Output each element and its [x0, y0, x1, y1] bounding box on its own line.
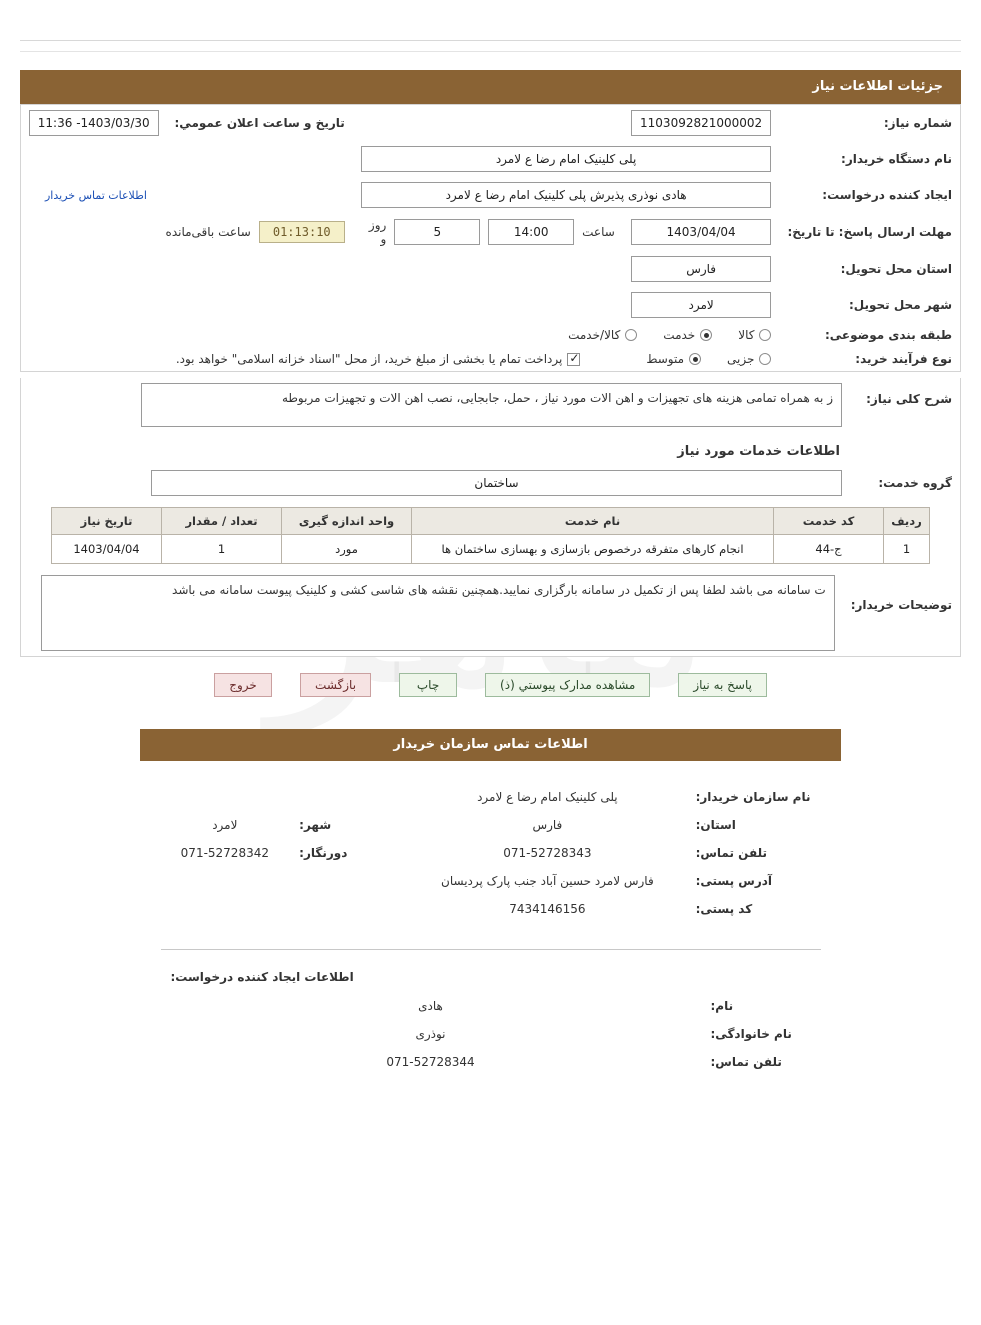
province-label: استان محل تحویل:	[840, 262, 952, 276]
row-buyer-notes	[21, 570, 960, 656]
exit-button[interactable]: خروج	[214, 673, 272, 697]
contact-city-label: شهر:	[299, 818, 332, 832]
page-title: جزئیات اطلاعات نیاز	[20, 70, 961, 104]
creator-row-first-name	[161, 992, 821, 1020]
requester-label: ایجاد کننده درخواست:	[822, 188, 952, 202]
deadline-hour-value: 14:00	[488, 219, 574, 245]
col-unit: واحد اندازه گیری	[282, 508, 412, 535]
deadline-date-value: 1403/04/04	[631, 219, 772, 245]
contact-org-value: پلی کلینیک امام رضا ع لامرد	[477, 790, 618, 804]
action-buttons	[0, 657, 981, 707]
contact-province-value: فارس	[532, 818, 563, 832]
city-label: شهر محل تحویل:	[848, 298, 952, 312]
creator-last-name-value: نوذری	[415, 1027, 446, 1041]
row-general-description	[21, 378, 960, 432]
process-option-label: متوسط	[646, 352, 685, 366]
payment-checkbox-group[interactable]	[176, 352, 581, 366]
creator-first-name-label: نام:	[710, 999, 734, 1013]
radio-icon[interactable]	[759, 353, 771, 365]
process-option-label: جزیی	[727, 352, 755, 366]
row-city	[21, 287, 960, 323]
creator-phone-label: تلفن تماس:	[710, 1055, 782, 1069]
checkbox-icon[interactable]	[567, 353, 580, 366]
service-group-table	[21, 465, 960, 501]
announce-datetime-value: 1403/03/30- 11:36	[29, 110, 159, 136]
contact-phone-value: 071-52728343	[503, 846, 592, 860]
requester-value: هادی نوذری پذیرش پلی کلینیک امام رضا ع لامرد	[361, 182, 772, 208]
category-option-label: خدمت	[663, 328, 696, 342]
contact-fax-label: دورنگار:	[299, 846, 348, 860]
need-number-value: 1103092821000002	[631, 110, 772, 136]
row-province	[21, 251, 960, 287]
deadline-hour-label: ساعت	[582, 225, 615, 239]
row-buyer-org	[21, 141, 960, 177]
contact-phone-label: تلفن تماس:	[695, 846, 767, 860]
row-need-number	[21, 105, 960, 141]
creator-phone-value: 071-52728344	[386, 1055, 475, 1069]
process-option-motavaset[interactable]	[646, 352, 701, 366]
description-table	[21, 378, 960, 432]
creator-row-phone	[161, 1048, 821, 1076]
services-section-title: اطلاعات خدمات مورد نیاز	[677, 444, 840, 459]
contact-address-label: آدرس پستی:	[695, 874, 773, 888]
service-group-value: ساختمان	[151, 470, 842, 496]
top-divider-1	[20, 40, 961, 41]
buyer-notes-table	[21, 570, 960, 656]
creator-first-name-value: هادی	[418, 999, 443, 1013]
col-service-code: کد خدمت	[774, 508, 884, 535]
col-row: ردیف	[884, 508, 930, 535]
category-option-label: کالا/خدمت	[568, 328, 621, 342]
radio-icon[interactable]	[689, 353, 701, 365]
process-option-jozee[interactable]	[727, 352, 771, 366]
process-label: نوع فرآیند خرید:	[855, 352, 952, 366]
need-body-panel	[20, 378, 961, 657]
page-root	[0, 40, 981, 1325]
row-process-type	[21, 347, 960, 371]
contact-postal-label: کد پستی:	[695, 902, 753, 916]
need-details-panel	[20, 104, 961, 372]
respond-to-need-button[interactable]: پاسخ به نیاز	[678, 673, 767, 697]
category-option-kala[interactable]	[738, 328, 771, 342]
need-number-label: شماره نیاز:	[883, 116, 952, 130]
radio-icon[interactable]	[700, 329, 712, 341]
table-row	[52, 535, 930, 564]
category-option-khedmat[interactable]	[663, 328, 712, 342]
city-value: لامرد	[631, 292, 772, 318]
buyer-org-value: پلی کلینیک امام رضا ع لامرد	[361, 146, 772, 172]
row-service-group	[21, 465, 960, 501]
contact-address-value: فارس لامرد حسین آباد جنب پارک پردیسان	[441, 874, 654, 888]
cell-need-date: 1403/04/04	[52, 535, 162, 564]
creator-table	[161, 992, 821, 1076]
contact-city-value: لامرد	[212, 818, 238, 832]
timer-label: ساعت باقی‌مانده	[165, 225, 251, 239]
contact-postal-value: 7434146156	[509, 902, 586, 916]
services-table	[51, 507, 930, 564]
contact-fax-value: 071-52728342	[180, 846, 269, 860]
payment-checkbox-label: پرداخت تمام یا بخشی از مبلغ خرید، از محل "اسناد خزانه اسلامی" خواهد بود.	[175, 352, 563, 366]
print-button[interactable]: چاپ	[399, 673, 457, 697]
col-need-date: تاریخ نیاز	[52, 508, 162, 535]
buyer-notes-value[interactable]: ت سامانه می باشد لطفا پس از تکمیل در سامانه بارگزاری نمایید.همچنین نقشه های شاسی کشی و کلینیک پیوست سامانه می باشد	[41, 575, 835, 651]
cell-service-name: انجام کارهای متفرقه درخصوص بازسازی و بهسازی ساختمان ها	[412, 535, 774, 564]
contact-province-label: استان:	[695, 818, 736, 832]
row-requester	[21, 177, 960, 213]
description-value[interactable]: ز به همراه تمامی هزینه های تجهیزات و اهن الات مورد نیاز ، حمل، جابجایی، نصب اهن الات و تجهیزات مربوطه	[141, 383, 842, 427]
contact-org-label: نام سازمان خریدار:	[695, 790, 811, 804]
creator-row-last-name	[161, 1020, 821, 1048]
col-service-name: نام خدمت	[412, 508, 774, 535]
contact-divider	[161, 949, 821, 950]
days-label: روز و	[368, 218, 387, 246]
service-group-label: گروه خدمت:	[878, 476, 952, 490]
province-value: فارس	[631, 256, 772, 282]
row-category	[21, 323, 960, 347]
buyer-notes-label: توضیحات خریدار:	[850, 598, 952, 612]
contact-table	[161, 783, 821, 923]
back-button[interactable]: بازگشت	[300, 673, 371, 697]
deadline-label: مهلت ارسال پاسخ: تا تاریخ:	[787, 225, 952, 239]
services-table-header	[52, 508, 930, 535]
radio-icon[interactable]	[625, 329, 637, 341]
need-details-table	[21, 105, 960, 371]
col-qty: تعداد / مقدار	[162, 508, 282, 535]
cell-unit: مورد	[282, 535, 412, 564]
contact-row-province	[161, 811, 821, 839]
creator-section-title: اطلاعات ایجاد کننده درخواست:	[170, 970, 354, 984]
radio-icon[interactable]	[759, 329, 771, 341]
contact-row-postal	[161, 895, 821, 923]
cell-row: 1	[884, 535, 930, 564]
view-attachments-button[interactable]: مشاهده مدارک پیوستي (ذ)	[485, 673, 650, 697]
category-option-label: کالا	[738, 328, 755, 342]
contact-row-org	[161, 783, 821, 811]
cell-qty: 1	[162, 535, 282, 564]
category-label: طبقه بندی موضوعی:	[824, 328, 952, 342]
top-divider-2	[20, 51, 961, 52]
cell-service-code: ج-44	[774, 535, 884, 564]
contact-row-address	[161, 867, 821, 895]
contact-row-phone	[161, 839, 821, 867]
category-option-kala-khedmat[interactable]	[568, 328, 637, 342]
contact-section-title: اطلاعات تماس سازمان خریدار	[140, 729, 841, 761]
days-remaining-value: 5	[394, 219, 480, 245]
countdown-timer: 01:13:10	[259, 221, 345, 243]
row-deadline	[21, 213, 960, 251]
creator-last-name-label: نام خانوادگی:	[710, 1027, 792, 1041]
buyer-org-label: نام دستگاه خریدار:	[841, 152, 952, 166]
buyer-contact-link[interactable]: اطلاعات تماس خریدار	[45, 189, 147, 202]
description-label: شرح کلی نیاز:	[866, 392, 952, 406]
announce-datetime-label: تاریخ و ساعت اعلان عمومي:	[174, 116, 345, 130]
